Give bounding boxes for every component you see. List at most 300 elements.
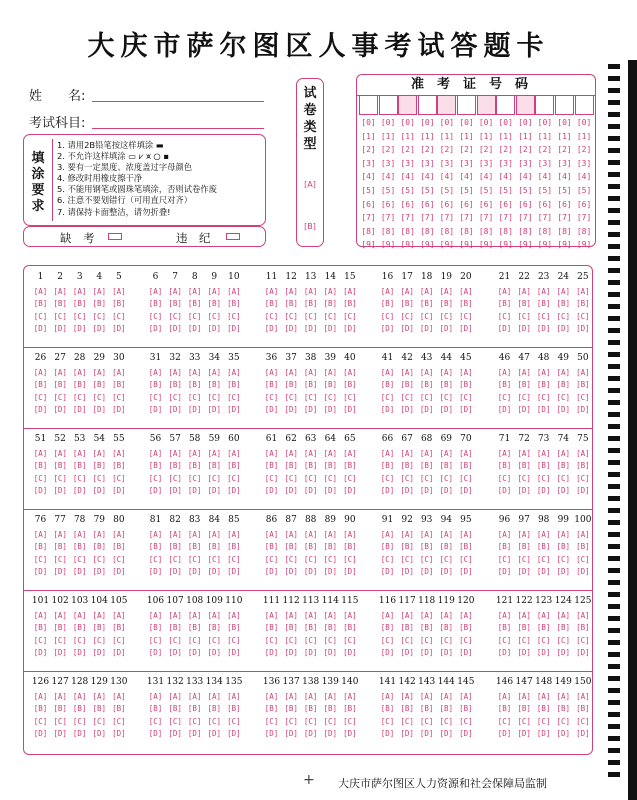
answer-bubble[interactable]: [A] bbox=[400, 368, 414, 377]
answer-bubble[interactable]: [B] bbox=[517, 461, 531, 471]
ticket-digit-bubble[interactable]: [1] bbox=[361, 131, 376, 141]
answer-bubble[interactable]: [A] bbox=[148, 611, 163, 620]
answer-bubble[interactable]: [C] bbox=[207, 311, 222, 321]
answer-bubble[interactable]: [C] bbox=[284, 311, 298, 321]
paper-type-option-b[interactable]: [B] bbox=[304, 222, 316, 231]
answer-bubble[interactable]: [A] bbox=[536, 449, 551, 458]
answer-bubble[interactable]: [C] bbox=[419, 635, 434, 645]
answer-bubble[interactable]: [B] bbox=[536, 299, 551, 309]
answer-bubble[interactable]: [C] bbox=[400, 716, 414, 726]
answer-bubble[interactable]: [D] bbox=[168, 567, 182, 577]
answer-bubble[interactable]: [A] bbox=[439, 287, 454, 296]
answer-bubble[interactable]: [C] bbox=[576, 716, 590, 726]
ticket-digit-bubble[interactable]: [2] bbox=[478, 145, 494, 155]
answer-bubble[interactable]: [C] bbox=[227, 473, 241, 483]
answer-bubble[interactable]: [A] bbox=[33, 692, 48, 701]
answer-bubble[interactable]: [A] bbox=[148, 530, 163, 539]
answer-bubble[interactable]: [C] bbox=[92, 716, 107, 726]
answer-bubble[interactable]: [B] bbox=[323, 380, 338, 390]
answer-bubble[interactable]: [C] bbox=[439, 554, 454, 564]
answer-bubble[interactable]: [C] bbox=[207, 392, 222, 402]
answer-bubble[interactable]: [A] bbox=[303, 368, 318, 377]
answer-bubble[interactable]: [D] bbox=[556, 567, 571, 577]
answer-bubble[interactable]: [A] bbox=[92, 530, 107, 539]
answer-bubble[interactable]: [A] bbox=[72, 287, 87, 296]
answer-bubble[interactable]: [B] bbox=[92, 299, 107, 309]
answer-bubble[interactable]: [A] bbox=[207, 368, 222, 377]
answer-bubble[interactable]: [D] bbox=[187, 486, 202, 496]
answer-bubble[interactable]: [D] bbox=[536, 729, 551, 739]
ticket-digit-bubble[interactable]: [6] bbox=[518, 199, 533, 209]
ticket-digit-bubble[interactable]: [1] bbox=[498, 131, 513, 141]
answer-bubble[interactable]: [A] bbox=[148, 368, 163, 377]
ticket-number-write-cell[interactable] bbox=[535, 95, 554, 115]
ticket-digit-bubble[interactable]: [6] bbox=[420, 199, 435, 209]
answer-bubble[interactable]: [D] bbox=[92, 324, 107, 334]
answer-bubble[interactable]: [C] bbox=[343, 554, 357, 564]
ticket-digit-bubble[interactable]: [3] bbox=[420, 158, 435, 168]
answer-bubble[interactable]: [D] bbox=[92, 567, 107, 577]
answer-bubble[interactable]: [D] bbox=[517, 486, 531, 496]
answer-bubble[interactable]: [A] bbox=[207, 287, 222, 296]
answer-bubble[interactable]: [D] bbox=[33, 486, 48, 496]
answer-bubble[interactable]: [C] bbox=[168, 554, 182, 564]
answer-bubble[interactable]: [A] bbox=[148, 449, 163, 458]
answer-bubble[interactable]: [C] bbox=[148, 635, 163, 645]
answer-bubble[interactable]: [D] bbox=[112, 567, 126, 577]
answer-bubble[interactable]: [A] bbox=[53, 530, 67, 539]
ticket-digit-bubble[interactable]: [9] bbox=[420, 240, 435, 250]
answer-bubble[interactable]: [B] bbox=[576, 542, 590, 552]
ticket-digit-bubble[interactable]: [7] bbox=[537, 213, 553, 223]
answer-bubble[interactable]: [C] bbox=[303, 311, 318, 321]
answer-bubble[interactable]: [D] bbox=[303, 486, 318, 496]
answer-bubble[interactable]: [A] bbox=[168, 692, 182, 701]
answer-bubble[interactable]: [A] bbox=[303, 611, 318, 620]
ticket-digit-bubble[interactable]: [7] bbox=[498, 213, 513, 223]
answer-bubble[interactable]: [D] bbox=[187, 648, 202, 658]
answer-bubble[interactable]: [D] bbox=[53, 405, 67, 415]
answer-bubble[interactable]: [B] bbox=[400, 542, 414, 552]
answer-bubble[interactable]: [C] bbox=[264, 635, 279, 645]
answer-bubble[interactable]: [D] bbox=[497, 567, 512, 577]
answer-bubble[interactable]: [A] bbox=[227, 692, 241, 701]
answer-bubble[interactable]: [B] bbox=[556, 704, 571, 714]
answer-bubble[interactable]: [A] bbox=[227, 287, 241, 296]
ticket-digit-bubble[interactable]: [9] bbox=[537, 240, 553, 250]
answer-bubble[interactable]: [A] bbox=[556, 368, 571, 377]
answer-bubble[interactable]: [C] bbox=[536, 392, 551, 402]
ticket-digit-bubble[interactable]: [2] bbox=[459, 145, 474, 155]
answer-bubble[interactable]: [D] bbox=[33, 729, 48, 739]
answer-bubble[interactable]: [D] bbox=[227, 405, 241, 415]
answer-bubble[interactable]: [A] bbox=[33, 368, 48, 377]
answer-bubble[interactable]: [D] bbox=[187, 729, 202, 739]
ticket-digit-bubble[interactable]: [7] bbox=[459, 213, 474, 223]
answer-bubble[interactable]: [D] bbox=[400, 729, 414, 739]
answer-bubble[interactable]: [A] bbox=[380, 611, 395, 620]
answer-bubble[interactable]: [A] bbox=[303, 449, 318, 458]
ticket-digit-bubble[interactable]: [8] bbox=[518, 226, 533, 236]
answer-bubble[interactable]: [D] bbox=[343, 324, 357, 334]
answer-bubble[interactable]: [D] bbox=[33, 405, 48, 415]
answer-bubble[interactable]: [C] bbox=[497, 392, 512, 402]
answer-bubble[interactable]: [B] bbox=[207, 380, 222, 390]
answer-bubble[interactable]: [D] bbox=[323, 567, 338, 577]
answer-bubble[interactable]: [C] bbox=[207, 716, 222, 726]
ticket-digit-bubble[interactable]: [0] bbox=[537, 118, 553, 127]
answer-bubble[interactable]: [C] bbox=[459, 473, 473, 483]
ticket-digit-bubble[interactable]: [5] bbox=[537, 186, 553, 195]
answer-bubble[interactable]: [D] bbox=[419, 729, 434, 739]
answer-bubble[interactable]: [B] bbox=[187, 380, 202, 390]
answer-bubble[interactable]: [C] bbox=[187, 635, 202, 645]
ticket-digit-bubble[interactable]: [2] bbox=[400, 145, 415, 155]
answer-bubble[interactable]: [A] bbox=[112, 692, 126, 701]
answer-bubble[interactable]: [C] bbox=[33, 716, 48, 726]
answer-bubble[interactable]: [A] bbox=[53, 287, 67, 296]
ticket-digit-bubble[interactable]: [3] bbox=[576, 158, 592, 168]
answer-bubble[interactable]: [D] bbox=[576, 648, 590, 658]
answer-bubble[interactable]: [B] bbox=[72, 461, 87, 471]
answer-bubble[interactable]: [C] bbox=[33, 392, 48, 402]
answer-bubble[interactable]: [B] bbox=[323, 704, 338, 714]
ticket-digit-bubble[interactable]: [4] bbox=[361, 172, 376, 182]
answer-bubble[interactable]: [B] bbox=[227, 461, 241, 471]
answer-bubble[interactable]: [B] bbox=[576, 299, 590, 309]
answer-bubble[interactable]: [B] bbox=[92, 461, 107, 471]
answer-bubble[interactable]: [A] bbox=[264, 530, 279, 539]
answer-bubble[interactable]: [C] bbox=[227, 716, 241, 726]
answer-bubble[interactable]: [D] bbox=[380, 567, 395, 577]
answer-bubble[interactable]: [C] bbox=[497, 311, 512, 321]
answer-bubble[interactable]: [B] bbox=[33, 542, 48, 552]
answer-bubble[interactable]: [A] bbox=[207, 530, 222, 539]
answer-bubble[interactable]: [A] bbox=[343, 449, 357, 458]
answer-bubble[interactable]: [B] bbox=[419, 299, 434, 309]
answer-bubble[interactable]: [B] bbox=[168, 704, 182, 714]
ticket-digit-bubble[interactable]: [3] bbox=[380, 158, 396, 168]
answer-bubble[interactable]: [D] bbox=[556, 405, 571, 415]
answer-bubble[interactable]: [C] bbox=[148, 554, 163, 564]
answer-bubble[interactable]: [A] bbox=[459, 692, 473, 701]
ticket-digit-bubble[interactable]: [7] bbox=[400, 213, 415, 223]
answer-bubble[interactable]: [D] bbox=[72, 648, 87, 658]
answer-bubble[interactable]: [C] bbox=[343, 635, 357, 645]
answer-bubble[interactable]: [C] bbox=[53, 311, 67, 321]
answer-bubble[interactable]: [A] bbox=[517, 449, 531, 458]
answer-bubble[interactable]: [B] bbox=[72, 623, 87, 633]
answer-bubble[interactable]: [D] bbox=[576, 486, 590, 496]
ticket-digit-bubble[interactable]: [1] bbox=[380, 131, 396, 141]
answer-bubble[interactable]: [D] bbox=[72, 567, 87, 577]
answer-bubble[interactable]: [B] bbox=[148, 704, 163, 714]
ticket-digit-bubble[interactable]: [8] bbox=[498, 226, 513, 236]
answer-bubble[interactable]: [A] bbox=[227, 449, 241, 458]
answer-bubble[interactable]: [A] bbox=[400, 287, 414, 296]
answer-bubble[interactable]: [D] bbox=[168, 729, 182, 739]
answer-bubble[interactable]: [A] bbox=[168, 368, 182, 377]
answer-bubble[interactable]: [B] bbox=[380, 704, 395, 714]
answer-bubble[interactable]: [D] bbox=[380, 729, 395, 739]
answer-bubble[interactable]: [C] bbox=[148, 716, 163, 726]
answer-bubble[interactable]: [C] bbox=[517, 716, 531, 726]
answer-bubble[interactable]: [A] bbox=[576, 611, 590, 620]
answer-bubble[interactable]: [D] bbox=[517, 729, 531, 739]
ticket-digit-bubble[interactable]: [5] bbox=[400, 186, 415, 195]
answer-bubble[interactable]: [C] bbox=[380, 554, 395, 564]
answer-bubble[interactable]: [C] bbox=[112, 554, 126, 564]
answer-bubble[interactable]: [A] bbox=[459, 449, 473, 458]
answer-bubble[interactable]: [B] bbox=[148, 461, 163, 471]
answer-bubble[interactable]: [A] bbox=[92, 449, 107, 458]
answer-bubble[interactable]: [B] bbox=[576, 704, 590, 714]
answer-bubble[interactable]: [D] bbox=[207, 405, 222, 415]
answer-bubble[interactable]: [A] bbox=[343, 611, 357, 620]
answer-bubble[interactable]: [B] bbox=[227, 380, 241, 390]
answer-bubble[interactable]: [B] bbox=[343, 623, 357, 633]
answer-bubble[interactable]: [D] bbox=[187, 567, 202, 577]
answer-bubble[interactable]: [D] bbox=[303, 324, 318, 334]
answer-bubble[interactable]: [D] bbox=[380, 648, 395, 658]
answer-bubble[interactable]: [C] bbox=[380, 473, 395, 483]
answer-bubble[interactable]: [C] bbox=[112, 311, 126, 321]
ticket-digit-bubble[interactable]: [7] bbox=[361, 213, 376, 223]
answer-bubble[interactable]: [A] bbox=[284, 611, 298, 620]
answer-bubble[interactable]: [B] bbox=[459, 299, 473, 309]
answer-bubble[interactable]: [D] bbox=[92, 486, 107, 496]
answer-bubble[interactable]: [C] bbox=[284, 554, 298, 564]
answer-bubble[interactable]: [C] bbox=[33, 473, 48, 483]
answer-bubble[interactable]: [B] bbox=[439, 461, 454, 471]
answer-bubble[interactable]: [B] bbox=[264, 380, 279, 390]
ticket-digit-bubble[interactable]: [7] bbox=[420, 213, 435, 223]
ticket-digit-bubble[interactable]: [3] bbox=[459, 158, 474, 168]
ticket-digit-bubble[interactable]: [6] bbox=[439, 199, 455, 209]
answer-bubble[interactable]: [A] bbox=[303, 692, 318, 701]
answer-bubble[interactable]: [D] bbox=[497, 324, 512, 334]
answer-bubble[interactable]: [B] bbox=[439, 299, 454, 309]
answer-bubble[interactable]: [D] bbox=[148, 729, 163, 739]
answer-bubble[interactable]: [D] bbox=[92, 405, 107, 415]
answer-bubble[interactable]: [D] bbox=[168, 486, 182, 496]
answer-bubble[interactable]: [D] bbox=[72, 324, 87, 334]
answer-bubble[interactable]: [C] bbox=[556, 716, 571, 726]
ticket-digit-bubble[interactable]: [6] bbox=[537, 199, 553, 209]
answer-bubble[interactable]: [C] bbox=[556, 554, 571, 564]
answer-bubble[interactable]: [D] bbox=[53, 486, 67, 496]
answer-bubble[interactable]: [C] bbox=[343, 716, 357, 726]
answer-bubble[interactable]: [A] bbox=[400, 530, 414, 539]
answer-bubble[interactable]: [B] bbox=[33, 623, 48, 633]
answer-bubble[interactable]: [D] bbox=[284, 324, 298, 334]
answer-bubble[interactable]: [D] bbox=[400, 324, 414, 334]
answer-bubble[interactable]: [C] bbox=[303, 554, 318, 564]
answer-bubble[interactable]: [C] bbox=[53, 635, 67, 645]
ticket-digit-bubble[interactable]: [9] bbox=[459, 240, 474, 250]
answer-bubble[interactable]: [B] bbox=[303, 623, 318, 633]
answer-bubble[interactable]: [A] bbox=[400, 611, 414, 620]
answer-bubble[interactable]: [D] bbox=[536, 567, 551, 577]
answer-bubble[interactable]: [A] bbox=[112, 530, 126, 539]
answer-bubble[interactable]: [A] bbox=[33, 287, 48, 296]
answer-bubble[interactable]: [C] bbox=[400, 392, 414, 402]
answer-bubble[interactable]: [A] bbox=[187, 368, 202, 377]
answer-bubble[interactable]: [A] bbox=[33, 611, 48, 620]
ticket-digit-bubble[interactable]: [4] bbox=[537, 172, 553, 182]
answer-bubble[interactable]: [A] bbox=[227, 611, 241, 620]
answer-bubble[interactable]: [A] bbox=[187, 692, 202, 701]
ticket-digit-bubble[interactable]: [5] bbox=[478, 186, 494, 195]
answer-bubble[interactable]: [A] bbox=[264, 692, 279, 701]
answer-bubble[interactable]: [C] bbox=[497, 716, 512, 726]
answer-bubble[interactable]: [B] bbox=[148, 380, 163, 390]
ticket-digit-bubble[interactable]: [0] bbox=[380, 118, 396, 127]
answer-bubble[interactable]: [C] bbox=[400, 311, 414, 321]
answer-bubble[interactable]: [B] bbox=[400, 623, 414, 633]
answer-bubble[interactable]: [B] bbox=[92, 380, 107, 390]
ticket-digit-bubble[interactable]: [4] bbox=[400, 172, 415, 182]
answer-bubble[interactable]: [D] bbox=[380, 486, 395, 496]
ticket-digit-bubble[interactable]: [4] bbox=[459, 172, 474, 182]
answer-bubble[interactable]: [A] bbox=[439, 530, 454, 539]
answer-bubble[interactable]: [A] bbox=[576, 530, 590, 539]
answer-bubble[interactable]: [D] bbox=[419, 324, 434, 334]
answer-bubble[interactable]: [D] bbox=[400, 648, 414, 658]
answer-bubble[interactable]: [A] bbox=[343, 530, 357, 539]
answer-bubble[interactable]: [C] bbox=[343, 392, 357, 402]
answer-bubble[interactable]: [D] bbox=[419, 405, 434, 415]
answer-bubble[interactable]: [C] bbox=[264, 473, 279, 483]
ticket-digit-bubble[interactable]: [8] bbox=[537, 226, 553, 236]
answer-bubble[interactable]: [B] bbox=[380, 623, 395, 633]
ticket-number-write-cell[interactable] bbox=[477, 95, 496, 115]
answer-bubble[interactable]: [C] bbox=[187, 716, 202, 726]
answer-bubble[interactable]: [B] bbox=[284, 299, 298, 309]
answer-bubble[interactable]: [B] bbox=[92, 542, 107, 552]
answer-bubble[interactable]: [D] bbox=[112, 324, 126, 334]
ticket-digit-bubble[interactable]: [6] bbox=[459, 199, 474, 209]
answer-bubble[interactable]: [D] bbox=[284, 648, 298, 658]
ticket-digit-bubble[interactable]: [4] bbox=[439, 172, 455, 182]
answer-bubble[interactable]: [B] bbox=[517, 542, 531, 552]
answer-bubble[interactable]: [A] bbox=[284, 287, 298, 296]
answer-bubble[interactable]: [A] bbox=[419, 368, 434, 377]
answer-bubble[interactable]: [B] bbox=[400, 704, 414, 714]
answer-bubble[interactable]: [C] bbox=[92, 635, 107, 645]
answer-bubble[interactable]: [B] bbox=[112, 461, 126, 471]
answer-bubble[interactable]: [D] bbox=[517, 567, 531, 577]
ticket-digit-bubble[interactable]: [5] bbox=[439, 186, 455, 195]
answer-bubble[interactable]: [D] bbox=[556, 648, 571, 658]
answer-bubble[interactable]: [D] bbox=[459, 324, 473, 334]
ticket-digit-bubble[interactable]: [3] bbox=[518, 158, 533, 168]
answer-bubble[interactable]: [B] bbox=[439, 623, 454, 633]
ticket-digit-bubble[interactable]: [2] bbox=[498, 145, 513, 155]
answer-bubble[interactable]: [B] bbox=[284, 623, 298, 633]
answer-bubble[interactable]: [B] bbox=[53, 542, 67, 552]
answer-bubble[interactable]: [B] bbox=[517, 704, 531, 714]
ticket-digit-bubble[interactable]: [6] bbox=[380, 199, 396, 209]
answer-bubble[interactable]: [D] bbox=[227, 324, 241, 334]
answer-bubble[interactable]: [B] bbox=[112, 542, 126, 552]
answer-bubble[interactable]: [D] bbox=[72, 405, 87, 415]
answer-bubble[interactable]: [B] bbox=[264, 623, 279, 633]
ticket-digit-bubble[interactable]: [9] bbox=[478, 240, 494, 250]
answer-bubble[interactable]: [A] bbox=[53, 692, 67, 701]
answer-bubble[interactable]: [C] bbox=[168, 716, 182, 726]
answer-bubble[interactable]: [B] bbox=[556, 299, 571, 309]
answer-bubble[interactable]: [B] bbox=[207, 461, 222, 471]
answer-bubble[interactable]: [C] bbox=[517, 392, 531, 402]
answer-bubble[interactable]: [B] bbox=[207, 299, 222, 309]
answer-bubble[interactable]: [B] bbox=[459, 542, 473, 552]
answer-bubble[interactable]: [B] bbox=[576, 461, 590, 471]
answer-bubble[interactable]: [D] bbox=[439, 324, 454, 334]
ticket-digit-bubble[interactable]: [2] bbox=[380, 145, 396, 155]
answer-bubble[interactable]: [A] bbox=[419, 692, 434, 701]
ticket-digit-bubble[interactable]: [9] bbox=[498, 240, 513, 250]
answer-bubble[interactable]: [C] bbox=[72, 473, 87, 483]
answer-bubble[interactable]: [B] bbox=[517, 380, 531, 390]
answer-bubble[interactable]: [D] bbox=[148, 648, 163, 658]
ticket-digit-bubble[interactable]: [8] bbox=[420, 226, 435, 236]
answer-bubble[interactable]: [A] bbox=[168, 611, 182, 620]
ticket-digit-bubble[interactable]: [7] bbox=[478, 213, 494, 223]
answer-bubble[interactable]: [B] bbox=[112, 704, 126, 714]
answer-bubble[interactable]: [D] bbox=[148, 486, 163, 496]
ticket-digit-bubble[interactable]: [9] bbox=[380, 240, 396, 250]
answer-bubble[interactable]: [D] bbox=[576, 324, 590, 334]
answer-bubble[interactable]: [B] bbox=[556, 461, 571, 471]
answer-bubble[interactable]: [B] bbox=[439, 542, 454, 552]
answer-bubble[interactable]: [A] bbox=[72, 611, 87, 620]
answer-bubble[interactable]: [D] bbox=[33, 648, 48, 658]
ticket-digit-bubble[interactable]: [9] bbox=[518, 240, 533, 250]
answer-bubble[interactable]: [B] bbox=[72, 380, 87, 390]
answer-bubble[interactable]: [D] bbox=[168, 405, 182, 415]
answer-bubble[interactable]: [C] bbox=[72, 716, 87, 726]
answer-bubble[interactable]: [A] bbox=[576, 449, 590, 458]
answer-bubble[interactable]: [A] bbox=[53, 449, 67, 458]
answer-bubble[interactable]: [D] bbox=[303, 567, 318, 577]
answer-bubble[interactable]: [B] bbox=[53, 461, 67, 471]
answer-bubble[interactable]: [C] bbox=[92, 554, 107, 564]
answer-bubble[interactable]: [A] bbox=[72, 692, 87, 701]
answer-bubble[interactable]: [A] bbox=[459, 287, 473, 296]
ticket-digit-bubble[interactable]: [5] bbox=[576, 186, 592, 195]
ticket-digit-bubble[interactable]: [6] bbox=[576, 199, 592, 209]
ticket-digit-bubble[interactable]: [7] bbox=[439, 213, 455, 223]
ticket-digit-bubble[interactable]: [2] bbox=[518, 145, 533, 155]
answer-bubble[interactable]: [A] bbox=[459, 611, 473, 620]
answer-bubble[interactable]: [A] bbox=[497, 530, 512, 539]
answer-bubble[interactable]: [C] bbox=[439, 473, 454, 483]
answer-bubble[interactable]: [A] bbox=[439, 611, 454, 620]
answer-bubble[interactable]: [D] bbox=[517, 324, 531, 334]
answer-bubble[interactable]: [C] bbox=[227, 635, 241, 645]
answer-bubble[interactable]: [B] bbox=[264, 542, 279, 552]
ticket-digit-bubble[interactable]: [4] bbox=[557, 172, 572, 182]
answer-bubble[interactable]: [A] bbox=[556, 611, 571, 620]
answer-bubble[interactable]: [D] bbox=[323, 405, 338, 415]
answer-bubble[interactable]: [B] bbox=[33, 461, 48, 471]
answer-bubble[interactable]: [D] bbox=[53, 324, 67, 334]
answer-bubble[interactable]: [A] bbox=[517, 287, 531, 296]
answer-bubble[interactable]: [A] bbox=[112, 287, 126, 296]
answer-bubble[interactable]: [C] bbox=[323, 635, 338, 645]
answer-bubble[interactable]: [D] bbox=[400, 405, 414, 415]
